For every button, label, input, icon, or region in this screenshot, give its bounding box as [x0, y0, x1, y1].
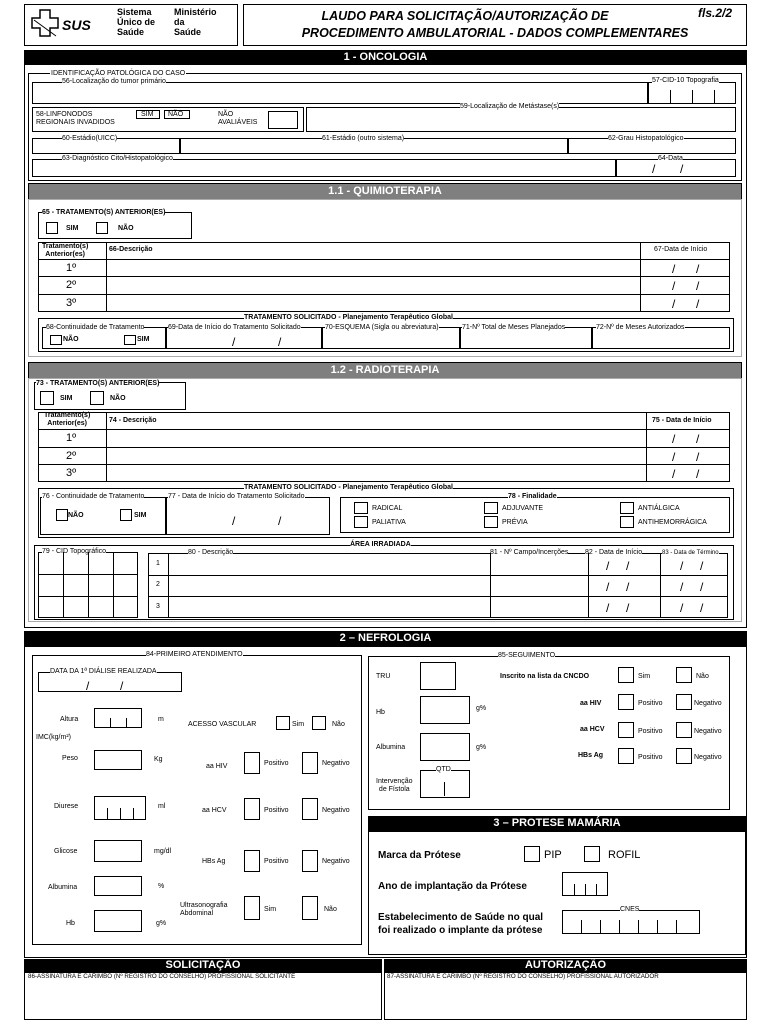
ano-implantacao-label: Ano de implantação da Prótese — [378, 881, 527, 892]
quimio-cont-nao-checkbox[interactable] — [50, 335, 62, 345]
field-56-label: 56-Localização do tumor primário — [62, 78, 166, 85]
rofil-label: ROFIL — [608, 849, 641, 861]
nefrologia-title: 2 – NEFROLOGIA — [24, 631, 747, 646]
field-86-label: 86-ASSINATURA E CARIMBO (Nº REGISTRO DO CONSELHO) PROFISSIONAL SOLICITANTE — [28, 973, 296, 980]
seg-hcv-neg-checkbox[interactable] — [676, 722, 692, 738]
tru-input[interactable] — [420, 662, 456, 690]
field-83-label: 83 - Data de Término — [662, 550, 719, 556]
field-73-label: 73 - TRATAMENTO(S) ANTERIOR(ES) — [36, 380, 160, 387]
altura-input[interactable] — [94, 708, 142, 728]
quimio-ant-sim-label: SIM — [66, 225, 79, 232]
field-77-label: 77 - Data de Início do Tratamento Solicitado — [168, 493, 305, 500]
seg-hcv-pos-checkbox[interactable] — [618, 722, 634, 738]
seg-hiv-neg-label: Negativo — [694, 700, 722, 707]
quimio-row-2: 2º — [66, 279, 77, 291]
field-78-label: 78 - Finalidade — [508, 493, 557, 500]
quimio-col-descricao: 66-Descrição — [109, 246, 153, 253]
quimio-row-1: 1º — [66, 262, 77, 274]
fin-antihemorragica-label: ANTIHEMORRÁGICA — [638, 519, 707, 526]
field-57-label: 57-CID-10 Topografia — [652, 77, 719, 84]
org-name-sus: Sistema Único de Saúde — [117, 7, 156, 37]
hiv-pos-label: Positivo — [264, 760, 289, 767]
autorizacao-title: AUTORIZAÇÃO — [384, 959, 747, 972]
hbs-ag-label: HBs Ag — [202, 858, 226, 865]
aa-hcv-label: aa HCV — [202, 807, 227, 814]
ultrasonografia-label: Ultrasonografia Abdominal — [180, 902, 228, 917]
field-77-data[interactable] — [166, 497, 330, 535]
seg-hb-input[interactable] — [420, 696, 470, 724]
radio-row-1: 1º — [66, 432, 77, 444]
radio-ant-sim-label: SIM — [60, 395, 73, 402]
fin-radical-checkbox[interactable] — [354, 502, 368, 514]
form-title-line1: LAUDO PARA SOLICITAÇÃO/AUTORIZAÇÃO DE — [321, 9, 609, 23]
seg-hcv-neg-label: Negativo — [694, 728, 722, 735]
sus-cross-icon — [30, 8, 60, 38]
fin-antialgica-checkbox[interactable] — [620, 502, 634, 514]
field-68-label: 68-Continuidade de Tratamento — [46, 324, 145, 331]
pip-checkbox[interactable] — [524, 846, 540, 862]
field-87-label: 87-ASSINATURA E CARIMBO (Nº REGISTRO DO CONSELHO) PROFISSIONAL AUTORIZADOR — [387, 973, 659, 980]
pip-label: PIP — [544, 849, 562, 861]
acesso-sim-checkbox[interactable] — [276, 716, 290, 730]
org-name-ministerio: Ministério da Saúde — [174, 7, 217, 37]
protese-title: 3 – PROTESE MAMÁRIA — [368, 816, 746, 831]
seg-hbs-neg-label: Negativo — [694, 754, 722, 761]
cnes-label: CNES — [620, 906, 640, 913]
hcv-pos-label: Positivo — [264, 807, 289, 814]
ultra-sim-label: Sim — [264, 906, 277, 913]
radio-cont-nao-label: NÃO — [68, 512, 84, 519]
fin-radical-label: RADICAL — [372, 505, 403, 512]
field-64-label: 64-Data — [658, 155, 683, 162]
seg-albumina-input[interactable] — [420, 733, 470, 761]
peso-label: Peso — [62, 755, 78, 762]
glicose-label: Glicose — [54, 848, 78, 855]
field-84-label: 84-PRIMEIRO ATENDIMENTO — [146, 651, 243, 658]
acesso-sim-label: Sim — [292, 721, 305, 728]
quimio-ant-sim-checkbox[interactable] — [46, 222, 58, 234]
field-63-label: 63-Diagnóstico Cito/Histopatológico — [62, 155, 173, 162]
oncologia-title: 1 - ONCOLOGIA — [24, 50, 747, 65]
quimio-ant-nao-checkbox[interactable] — [96, 222, 108, 234]
cncdo-sim-checkbox[interactable] — [618, 667, 634, 683]
hbs-neg-checkbox[interactable] — [302, 850, 318, 872]
quimio-col-data: 67-Data de Início — [654, 246, 708, 253]
nao-avaliaveis-label: NÃO AVALIÁVEIS — [218, 111, 258, 126]
albumina-label: Albumina — [48, 884, 78, 891]
field-65-label: 65 - TRATAMENTO(S) ANTERIOR(ES) — [42, 209, 166, 216]
acesso-nao-label: Não — [332, 721, 345, 728]
fin-previa-label: PRÉVIA — [502, 519, 528, 526]
ultra-nao-checkbox[interactable] — [302, 896, 318, 920]
field-62-label: 62-Grau Histopatológico — [608, 135, 684, 142]
altura-unit: m — [158, 716, 164, 723]
radioterapia-title: 1.2 - RADIOTERAPIA — [28, 362, 742, 379]
radio-cont-sim-checkbox[interactable] — [120, 509, 132, 521]
seg-hiv-label: aa HIV — [580, 700, 602, 707]
radio-cont-sim-label: SIM — [134, 512, 147, 519]
seg-albumina-unit: g% — [476, 744, 487, 751]
field-81-label: 81 - Nº Campo/Incerções — [490, 549, 569, 556]
hbs-pos-label: Positivo — [264, 858, 289, 865]
aa-hiv-label: aa HIV — [206, 763, 228, 770]
quimio-cont-nao-label: NÃO — [63, 336, 79, 343]
fin-paliativa-checkbox[interactable] — [354, 516, 368, 528]
diurese-unit: ml — [158, 803, 166, 810]
area-row-2: 2 — [156, 581, 160, 588]
field-71-label: 71-Nº Total de Meses Planejados — [462, 324, 566, 331]
seg-hb-unit: g% — [476, 705, 487, 712]
acesso-nao-checkbox[interactable] — [312, 716, 326, 730]
cncdo-sim-label: Sim — [638, 673, 651, 680]
seg-hiv-neg-checkbox[interactable] — [676, 694, 692, 710]
hb-unit: g% — [156, 920, 167, 927]
quimio-cont-sim-checkbox[interactable] — [124, 335, 136, 345]
quimio-ant-nao-label: NÃO — [118, 225, 134, 232]
seg-hbs-neg-checkbox[interactable] — [676, 748, 692, 764]
field-58-label: 58-LINFONODOS REGIONAIS INVADIDOS — [36, 111, 115, 126]
radio-solicitado-label: TRATAMENTO SOLICITADO - Planejamento Terapêutico Global — [244, 484, 453, 491]
field-60-label: 60-Estádio(UICC) — [62, 135, 118, 142]
quimio-cont-sim-label: SIM — [137, 336, 150, 343]
dialise-data-label: DATA DA 1ª DIÁLISE REALIZADA — [50, 668, 157, 675]
seg-hbs-pos-checkbox[interactable] — [618, 748, 634, 764]
ultra-nao-label: Não — [324, 906, 337, 913]
hb-label: Hb — [66, 920, 75, 927]
peso-unit: Kg — [154, 756, 163, 763]
hbs-pos-checkbox[interactable] — [244, 850, 260, 872]
fin-antialgica-label: ANTIÁLGICA — [638, 505, 680, 512]
imc-label: IMC(kg/m²) — [36, 734, 71, 741]
seg-hcv-label: aa HCV — [580, 726, 605, 733]
area-row-3: 3 — [156, 603, 160, 610]
radio-ant-nao-checkbox[interactable] — [90, 391, 104, 405]
fin-adjuvante-label: ADJUVANTE — [502, 505, 544, 512]
seg-hbs-pos-label: Positivo — [638, 754, 663, 761]
cncdo-nao-checkbox[interactable] — [676, 667, 692, 683]
quimio-row-3: 3º — [66, 297, 77, 309]
seg-albumina-label: Albumina — [376, 744, 406, 751]
fin-antihemorragica-checkbox[interactable] — [620, 516, 634, 528]
hcv-neg-checkbox[interactable] — [302, 798, 318, 820]
field-79-label: 79 - CID Topográfico — [42, 548, 107, 555]
seg-hb-label: Hb — [376, 709, 385, 716]
quimio-col-trat: Tratamento(s) Anterior(es) — [42, 243, 89, 258]
seg-hbs-label: HBs Ag — [578, 752, 604, 759]
radio-row-2: 2º — [66, 450, 77, 462]
hcv-pos-checkbox[interactable] — [244, 798, 260, 820]
rofil-checkbox[interactable] — [584, 846, 600, 862]
albumina-input[interactable] — [94, 876, 142, 896]
linfonodos-nao-label: NÃO — [168, 111, 184, 118]
hcv-neg-label: Negativo — [322, 807, 350, 814]
nao-avaliaveis-checkbox[interactable] — [268, 111, 298, 129]
estabelecimento-label-1: Estabelecimento de Saúde no qual — [378, 912, 544, 923]
ultra-sim-checkbox[interactable] — [244, 896, 260, 920]
area-row-1: 1 — [156, 560, 160, 567]
fin-previa-checkbox[interactable] — [484, 516, 498, 528]
hb-input[interactable] — [94, 910, 142, 932]
ident-patologica-label: IDENTIFICAÇÃO PATOLÓGICA DO CASO — [51, 70, 186, 77]
radio-ant-sim-checkbox[interactable] — [40, 391, 54, 405]
hbs-neg-label: Negativo — [322, 858, 350, 865]
seg-hiv-pos-label: Positivo — [638, 700, 663, 707]
quimioterapia-title: 1.1 - QUIMIOTERAPIA — [28, 183, 742, 200]
hiv-pos-checkbox[interactable] — [244, 752, 260, 774]
page-number: fls.2/2 — [698, 6, 733, 20]
estabelecimento-label-2: foi realizado o implante da prótese — [378, 925, 543, 936]
intervencao-input[interactable] — [420, 770, 470, 798]
radio-row-3: 3º — [66, 467, 77, 479]
field-72-label: 72-Nº de Meses Autorizados — [596, 324, 685, 331]
altura-label: Altura — [60, 716, 79, 723]
hiv-neg-checkbox[interactable] — [302, 752, 318, 774]
field-70-label: 70-ESQUEMA (Sigla ou abreviatura) — [325, 324, 439, 331]
glicose-unit: mg/dl — [154, 848, 172, 855]
cncdo-nao-label: Não — [696, 673, 709, 680]
radio-col-descricao: 74 - Descrição — [109, 417, 157, 424]
seg-hiv-pos-checkbox[interactable] — [618, 694, 634, 710]
tru-label: TRU — [376, 673, 391, 680]
field-59-label: 59-Localização de Metástase(s) — [460, 103, 560, 110]
seg-hcv-pos-label: Positivo — [638, 728, 663, 735]
linfonodos-sim-label: SIM — [141, 111, 154, 118]
intervencao-label: Intervenção de Fístola — [376, 778, 413, 793]
sus-logo: SUS — [62, 17, 91, 33]
field-76-label: 76 - Continuidade de Tratamento — [42, 493, 145, 500]
hiv-neg-label: Negativo — [322, 760, 350, 767]
diurese-label: Diurese — [54, 803, 79, 810]
area-table — [148, 553, 728, 618]
qtd-label: QTD — [436, 766, 451, 773]
field-61-label: 61-Estádio (outro sistema) — [322, 135, 405, 142]
quimio-solicitado-label: TRATAMENTO SOLICITADO - Planejamento Terapêutico Global — [244, 314, 453, 321]
solicitacao-title: SOLICITAÇÃO — [24, 959, 382, 972]
field-85-label: 85-SEGUIMENTO — [498, 652, 556, 659]
fin-adjuvante-checkbox[interactable] — [484, 502, 498, 514]
radio-ant-nao-label: NÃO — [110, 395, 126, 402]
marca-protese-label: Marca da Prótese — [378, 850, 461, 861]
form-title-line2: PROCEDIMENTO AMBULATORIAL - DADOS COMPLEMENTARES — [301, 26, 689, 40]
field-82-label: 82 - Data de Início — [585, 549, 643, 556]
area-irradiada-label: ÁREA IRRADIADA — [350, 541, 411, 548]
glicose-input[interactable] — [94, 840, 142, 862]
fin-paliativa-label: PALIATIVA — [372, 519, 406, 526]
field-69-label: 69-Data de Início do Tratamento Solicitado — [168, 324, 301, 331]
radio-col-trat: Tratamento(s) Anterior(es) — [44, 412, 91, 427]
radio-col-data: 75 - Data de Início — [652, 417, 712, 424]
radio-cont-nao-checkbox[interactable] — [56, 509, 68, 521]
inscrito-cncdo-label: Inscrito na lista da CNCDO — [500, 673, 590, 680]
peso-input[interactable] — [94, 750, 142, 770]
albumina-unit: % — [158, 883, 165, 890]
acesso-vascular-label: ACESSO VASCULAR — [188, 721, 257, 728]
field-80-label: 80 - Descrição — [188, 549, 234, 556]
field-78-finalidade — [340, 497, 730, 533]
